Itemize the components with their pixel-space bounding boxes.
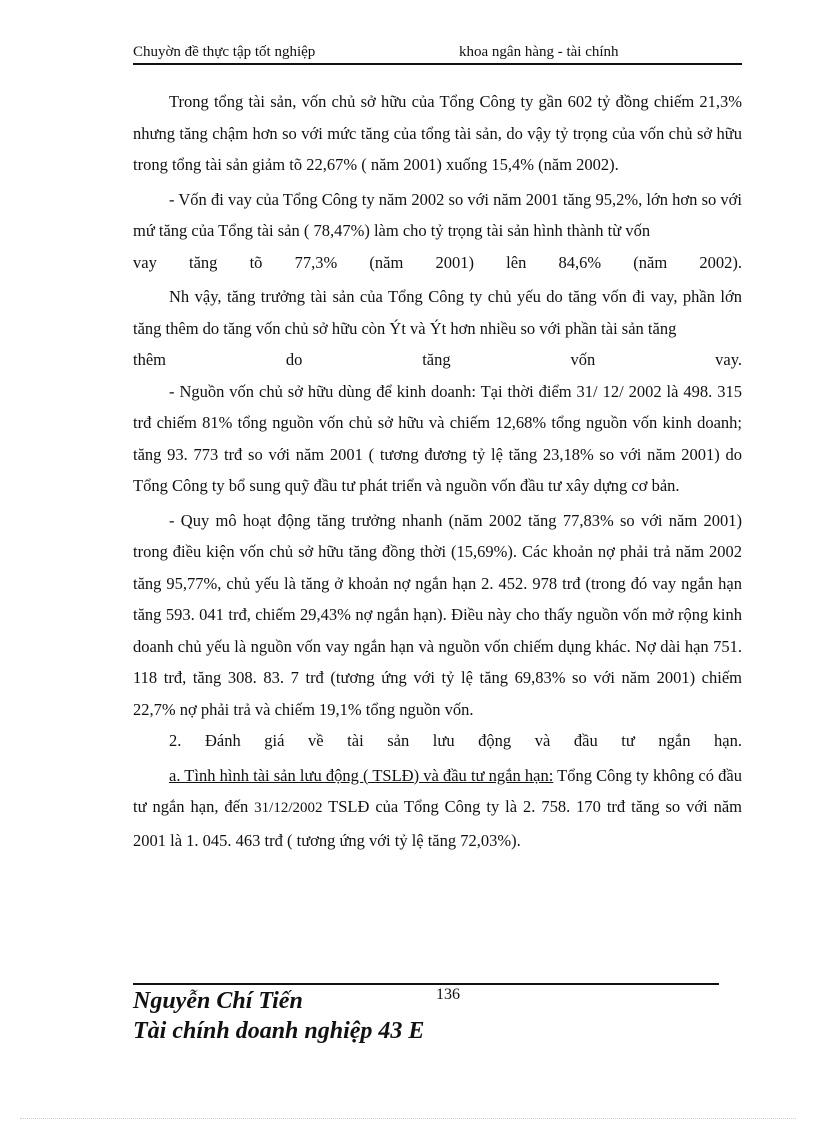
- header-right-title: khoa ngân hàng - tài chính: [459, 44, 619, 60]
- paragraph-operation-scale: - Quy mô hoạt động tăng trưởng nhanh (năm 2002 tăng 77,83% so với năm 2001) trong điều kiện vốn chủ sở hữu tăng đồng thời (15,69%). Các khoản nợ phải trả năm 2002 tăng 95,77%, chủ yếu là tăng ở khoản nợ ngắn hạn 2. 452. 978 trđ (trong đó vay ngắn hạn tăng 593. 041 trđ, chiếm 29,43% nợ ngắn hạn). Điều này cho thấy nguồn vốn mở rộng kinh doanh chủ yếu là nguồn vốn vay ngắn hạn và nguồn vốn chiếm dụng khác. Nợ dài hạn 751. 118 trđ, tăng 308. 83. 7 trđ (tương ứng với tỷ lệ tăng 69,83% so với năm 2001) chiếm 22,7% nợ phải trả và chiếm 19,1% tổng nguồn vốn.: [133, 510, 742, 719]
- footer-rule: [133, 983, 719, 985]
- paragraph-borrowed-capital-text: - Vốn đi vay của Tổng Công ty năm 2002 so với năm 2001 tăng 95,2%, lớn hơn so với mứ tăng của Tổng tài sản ( 78,47%) làm cho tỷ trọng tài sản hình thành từ vốn: [133, 189, 742, 240]
- paragraph-borrowed-capital: [133, 184, 742, 279]
- paragraph-borrowed-capital-last-line: vay tăng tõ 77,3% (năm 2001) lên 84,6% (năm 2002).: [133, 252, 742, 272]
- paragraph-current-assets-text-b: TSLĐ của Tổng Công ty là 2. 758. 170 trđ tăng so với năm 2001 là 1. 045. 463 trđ ( tương ứng với tỷ lệ tăng 72,03%).: [133, 797, 742, 850]
- author-name: Nguyễn Chí Tiến: [133, 988, 303, 1014]
- header-left-title: Chuyờn đề thực tập tốt nghiệp: [133, 44, 316, 60]
- section-heading-2: 2. Đánh giá về tài sản lưu động và đầu tư ngắn hạn.: [169, 731, 742, 750]
- author-class: Tài chính doanh nghiệp 43 E: [133, 1018, 425, 1044]
- author-block: [133, 986, 424, 1046]
- page-edge-divider: [20, 1118, 796, 1120]
- paragraph-current-assets-text-a: Tổng Công ty không có đầu tư ngắn hạn, đến: [133, 765, 742, 816]
- document-body: [133, 86, 742, 856]
- paragraph-business-capital: - Nguồn vốn chủ sở hữu dùng để kinh doanh: Tại thời điểm 31/ 12/ 2002 là 498. 315 trđ chiếm 81% tổng nguồn vốn chủ sở hữu và chiếm 12,68% tổng nguồn vốn kinh doanh; tăng 93. 773 trđ so với năm 2001 ( tương đương tỷ lệ tăng 23,18% so với năm 2001) do Tổng Công ty bổ sung quỹ đầu tư phát triển và nguồn vốn đầu tư xây dựng cơ bản.: [133, 381, 742, 495]
- subsection-title-a: a. Tình hình tài sản lưu động ( TSLĐ) và đầu tư ngắn hạn:: [169, 765, 554, 785]
- paragraph-growth-summary-text: Nh vậy, tăng trưởng tài sản của Tổng Công ty chủ yếu do tăng vốn đi vay, phần lớn tăng thêm do tăng vốn chủ sở hữu còn Ýt và Ýt hơn nhiều so với phần tài sản tăng: [133, 287, 742, 338]
- paragraph-equity: Trong tổng tài sản, vốn chủ sở hữu của Tổng Công ty gần 602 tỷ đồng chiếm 21,3% nhưng tăng chậm hơn so với mức tăng của tổng tài sản, do vậy tỷ trọng của vốn chủ sở hữu trong tổng tài sản giảm tõ 22,67% ( năm 2001) xuống 15,4% (năm 2002).: [133, 92, 742, 174]
- header-rule: [133, 63, 742, 65]
- page-header: [133, 44, 741, 64]
- paragraph-growth-summary-last-line: thêm do tăng vốn vay.: [133, 350, 742, 369]
- paragraph-current-assets-date: 31/12/2002: [254, 800, 323, 816]
- page-number: 136: [436, 986, 460, 1003]
- paragraph-growth-summary: [133, 281, 742, 376]
- paragraph-current-assets: [133, 760, 742, 857]
